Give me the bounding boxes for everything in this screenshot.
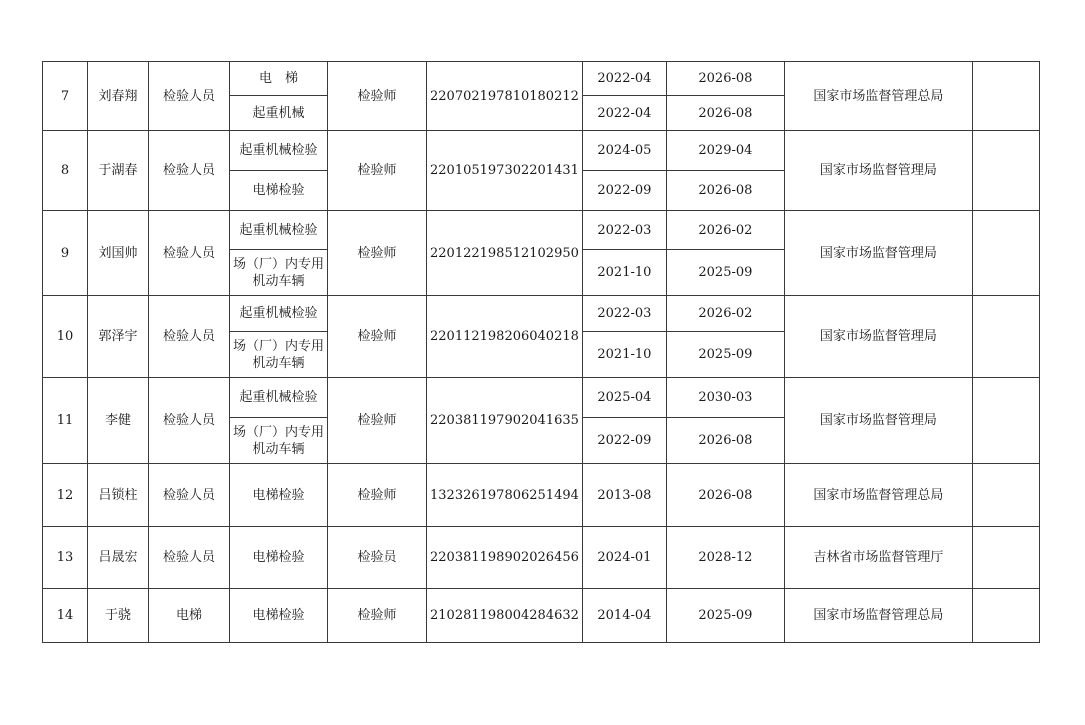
remark-cell: [972, 131, 1039, 211]
table-row: [43, 62, 1040, 96]
inspection-item: 场（厂）内专用机动车辆: [230, 250, 328, 296]
qualification-level: 检验师: [328, 378, 427, 464]
expiry-date: 2026-02: [666, 296, 784, 332]
person-name: 刘国帅: [88, 211, 149, 296]
inspection-item: 起重机械检验: [230, 131, 328, 171]
remark-cell: [972, 62, 1039, 131]
certificate-number: 132326197806251494: [427, 464, 583, 527]
qualification-level: 检验师: [328, 589, 427, 643]
issue-date: 2022-09: [582, 171, 666, 211]
expiry-date: 2025-09: [666, 250, 784, 296]
qualification-level: 检验员: [328, 527, 427, 589]
inspection-item: 起重机械检验: [230, 211, 328, 250]
personnel-category: 电梯: [149, 589, 230, 643]
qualification-level: 检验师: [328, 131, 427, 211]
expiry-date: 2026-02: [666, 211, 784, 250]
issue-date: 2025-04: [582, 378, 666, 418]
personnel-category: 检验人员: [149, 131, 230, 211]
qualification-level: 检验师: [328, 464, 427, 527]
remark-cell: [972, 527, 1039, 589]
issue-date: 2014-04: [582, 589, 666, 643]
table-row: [43, 131, 1040, 171]
inspection-item: 电梯检验: [230, 527, 328, 589]
personnel-category: 检验人员: [149, 296, 230, 378]
table-row: [43, 527, 1040, 589]
certificate-number: 220702197810180212: [427, 62, 583, 131]
issue-date: 2022-04: [582, 96, 666, 131]
issue-date: 2022-03: [582, 296, 666, 332]
person-name: 刘春翔: [88, 62, 149, 131]
remark-cell: [972, 589, 1039, 643]
expiry-date: 2026-08: [666, 96, 784, 131]
table-row: [43, 464, 1040, 527]
certificate-number: 220381198902026456: [427, 527, 583, 589]
certificate-number: 220122198512102950: [427, 211, 583, 296]
table-row: [43, 589, 1040, 643]
issuing-authority: 国家市场监督管理局: [784, 296, 972, 378]
personnel-category: 检验人员: [149, 464, 230, 527]
person-name: 李健: [88, 378, 149, 464]
issue-date: 2022-03: [582, 211, 666, 250]
expiry-date: 2026-08: [666, 464, 784, 527]
inspection-item: 电梯检验: [230, 464, 328, 527]
inspection-item: 电 梯: [230, 62, 328, 96]
row-number: 13: [43, 527, 88, 589]
issuing-authority: 国家市场监督管理总局: [784, 464, 972, 527]
issue-date: 2013-08: [582, 464, 666, 527]
inspection-item: 场（厂）内专用机动车辆: [230, 418, 328, 464]
expiry-date: 2026-08: [666, 62, 784, 96]
inspection-item: 电梯检验: [230, 589, 328, 643]
expiry-date: 2026-08: [666, 418, 784, 464]
personnel-category: 检验人员: [149, 62, 230, 131]
issue-date: 2024-01: [582, 527, 666, 589]
expiry-date: 2025-09: [666, 332, 784, 378]
inspection-item: 起重机械: [230, 96, 328, 131]
issuing-authority: 国家市场监督管理局: [784, 131, 972, 211]
issuing-authority: 国家市场监督管理总局: [784, 589, 972, 643]
certificate-number: 220381197902041635: [427, 378, 583, 464]
person-name: 吕锁柱: [88, 464, 149, 527]
person-name: 吕晟宏: [88, 527, 149, 589]
inspection-item: 电梯检验: [230, 171, 328, 211]
remark-cell: [972, 464, 1039, 527]
remark-cell: [972, 378, 1039, 464]
table-row: [43, 378, 1040, 418]
expiry-date: 2028-12: [666, 527, 784, 589]
certificate-number: 210281198004284632: [427, 589, 583, 643]
issuing-authority: 吉林省市场监督管理厅: [784, 527, 972, 589]
issue-date: 2024-05: [582, 131, 666, 171]
inspection-item: 起重机械检验: [230, 296, 328, 332]
row-number: 8: [43, 131, 88, 211]
personnel-category: 检验人员: [149, 378, 230, 464]
qualification-level: 检验师: [328, 296, 427, 378]
issuing-authority: 国家市场监督管理局: [784, 378, 972, 464]
personnel-category: 检验人员: [149, 211, 230, 296]
personnel-category: 检验人员: [149, 527, 230, 589]
expiry-date: 2030-03: [666, 378, 784, 418]
expiry-date: 2029-04: [666, 131, 784, 171]
table-row: [43, 211, 1040, 250]
inspection-item: 起重机械检验: [230, 378, 328, 418]
inspection-item: 场（厂）内专用机动车辆: [230, 332, 328, 378]
issue-date: 2022-04: [582, 62, 666, 96]
issue-date: 2021-10: [582, 250, 666, 296]
issuing-authority: 国家市场监督管理局: [784, 211, 972, 296]
person-name: 于湖春: [88, 131, 149, 211]
certificate-number: 220112198206040218: [427, 296, 583, 378]
person-name: 郭泽宇: [88, 296, 149, 378]
row-number: 14: [43, 589, 88, 643]
table-row: [43, 296, 1040, 332]
remark-cell: [972, 211, 1039, 296]
expiry-date: 2026-08: [666, 171, 784, 211]
row-number: 7: [43, 62, 88, 131]
row-number: 9: [43, 211, 88, 296]
qualification-level: 检验师: [328, 62, 427, 131]
person-name: 于骁: [88, 589, 149, 643]
issuing-authority: 国家市场监督管理总局: [784, 62, 972, 131]
row-number: 12: [43, 464, 88, 527]
issue-date: 2021-10: [582, 332, 666, 378]
qualification-level: 检验师: [328, 211, 427, 296]
row-number: 10: [43, 296, 88, 378]
remark-cell: [972, 296, 1039, 378]
personnel-table: [42, 61, 1040, 643]
expiry-date: 2025-09: [666, 589, 784, 643]
row-number: 11: [43, 378, 88, 464]
issue-date: 2022-09: [582, 418, 666, 464]
certificate-number: 220105197302201431: [427, 131, 583, 211]
